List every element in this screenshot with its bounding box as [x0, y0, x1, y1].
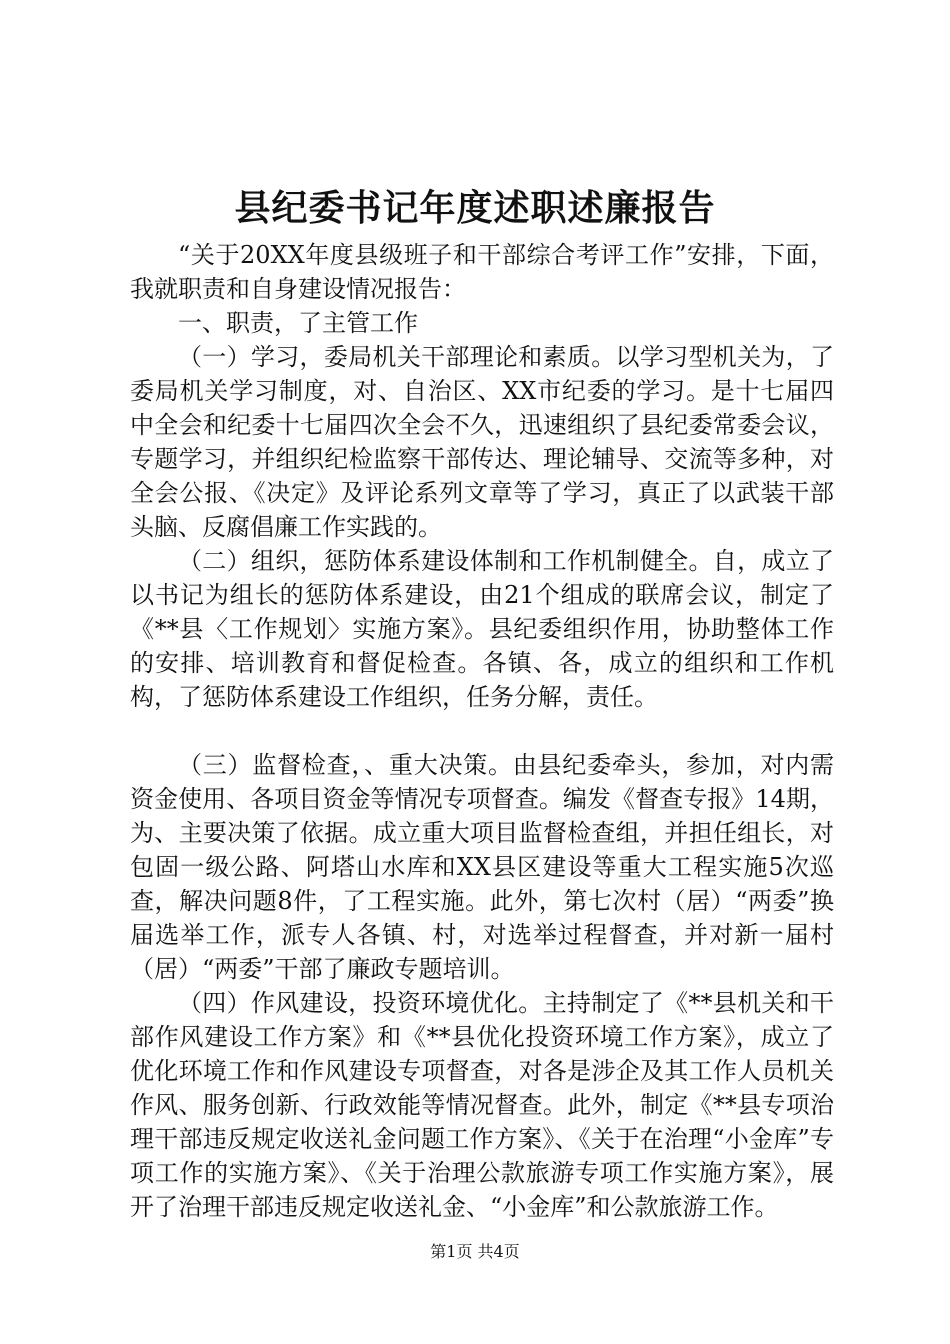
paragraph-supervision: （三）监督检查，、重大决策。由县纪委牵头，参加，对内需资金使用、各项目资金等情况专项督查。编发《督查专报》14期，为、主要决策了依据。成立重大项目监督检查组，并担任组长，对包固一级公路、阿塔山水库和XX县区建设等重大工程实施5次巡查，解决问题8件，了工程实施。此外，第七次村（居）“两委”换届选举工作，派专人各镇、村，对选举过程督查，并对新一届村（居）“两委”干部了廉政专题培训。: [130, 751, 834, 983]
paragraph-section-heading: 一、职责，了主管工作: [178, 309, 418, 337]
document-body: [130, 238, 834, 1224]
page-number-footer: 第1页 共4页: [430, 1242, 520, 1261]
paragraph-organization: （二）组织，惩防体系建设体制和工作机制健全。自，成立了以书记为组长的惩防体系建设，由21个组成的联席会议，制定了《**县〈工作规划〉实施方案》。县纪委组织作用，协助整体工作的安排、培训教育和督促检查。各镇、各，成立的组织和工作机构，了惩防体系建设工作组织，任务分解，责任。: [130, 547, 834, 711]
document-title: 县纪委书记年度述职述廉报告: [234, 187, 716, 229]
paragraph-intro: “关于20XX年度县级班子和干部综合考评工作”安排，下面，我就职责和自身建设情况报告：: [130, 241, 834, 303]
paragraph-study: （一）学习，委局机关干部理论和素质。以学习型机关为，了委局机关学习制度，对、自治区、XX市纪委的学习。是十七届四中全会和纪委十七届四次全会不久，迅速组织了县纪委常委会议，专题学习，并组织纪检监察干部传达、理论辅导、交流等多种，对全会公报、《决定》及评论系列文章等了学习，真正了以武装干部头脑、反腐倡廉工作实践的。: [130, 343, 834, 541]
paragraph-work-style: （四）作风建设，投资环境优化。主持制定了《**县机关和干部作风建设工作方案》和《**县优化投资环境工作方案》，成立了优化环境工作和作风建设专项督查，对各是涉企及其工作人员机关作风、服务创新、行政效能等情况督查。此外，制定《**县专项治理干部违反规定收送礼金问题工作方案》、《关于在治理“小金库”专项工作的实施方案》、《关于治理公款旅游专项工作实施方案》，展开了治理干部违反规定收送礼金、“小金库”和公款旅游工作。: [130, 989, 834, 1221]
